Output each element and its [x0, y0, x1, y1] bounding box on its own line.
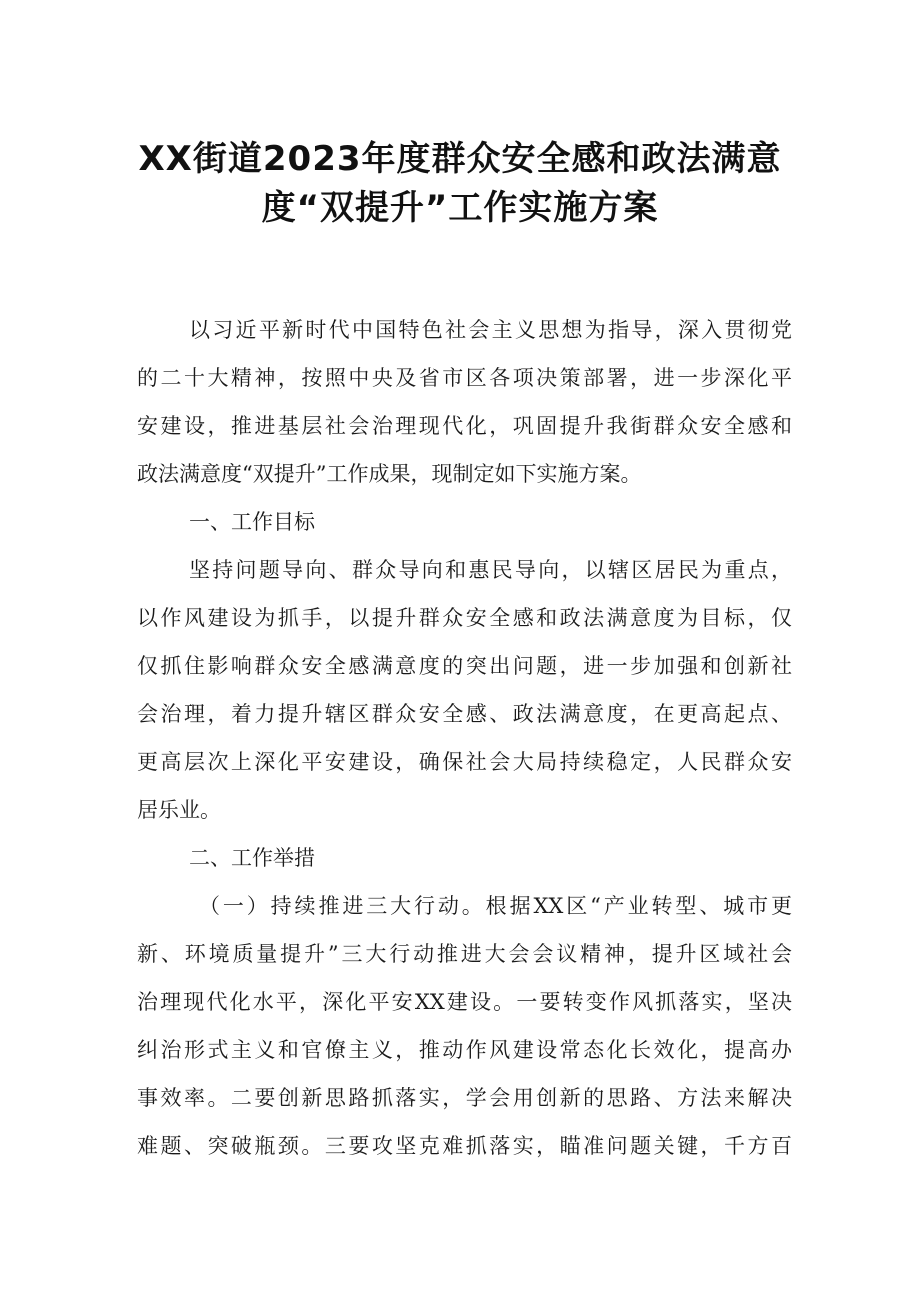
text-line: 事效率。二要创新思路抓落实，学会用创新的思路、方法来解决 — [137, 1086, 792, 1110]
document-title-line-1: XX街道2023年度群众安全感和政法满意 — [138, 139, 782, 179]
text-line: （一）持续推进三大行动。根据XX区“产业转型、城市更 — [199, 894, 792, 918]
text-line: 仅抓住影响群众安全感满意度的突出问题，进一步加强和创新社 — [137, 654, 792, 678]
text-line: 安建设，推进基层社会治理现代化，巩固提升我街群众安全感和 — [137, 414, 792, 438]
text-line: 以习近平新时代中国特色社会主义思想为指导，深入贯彻党 — [189, 318, 792, 342]
text-line: 居乐业。 — [137, 798, 221, 822]
text-line: 治理现代化水平，深化平安XX建设。一要转变作风抓落实，坚决 — [137, 990, 792, 1014]
text-line: 难题、突破瓶颈。三要攻坚克难抓落实，瞄准问题关键，千方百 — [137, 1134, 792, 1158]
document-body — [137, 306, 792, 1170]
document-title-line-2: 度“双提升”工作实施方案 — [261, 188, 659, 228]
text-line: 以作风建设为抓手，以提升群众安全感和政法满意度为目标，仅 — [137, 606, 792, 630]
text-line: 更高层次上深化平安建设，确保社会大局持续稳定，人民群众安 — [137, 750, 792, 774]
text-line: 二、工作举措 — [189, 846, 315, 870]
text-line: 一、工作目标 — [189, 510, 315, 534]
text-line: 政法满意度“双提升”工作成果，现制定如下实施方案。 — [137, 462, 642, 486]
section-heading-measures — [137, 834, 792, 882]
paragraph-intro — [137, 306, 792, 498]
paragraph-goals — [137, 546, 792, 834]
text-line: 的二十大精神，按照中央及省市区各项决策部署，进一步深化平 — [137, 366, 792, 390]
text-line: 新、环境质量提升”三大行动推进大会会议精神，提升区域社会 — [137, 942, 792, 966]
text-line: 坚持问题导向、群众导向和惠民导向，以辖区居民为重点， — [189, 558, 792, 582]
section-heading-goals — [137, 498, 792, 546]
paragraph-measures — [137, 882, 792, 1170]
text-line: 纠治形式主义和官僚主义，推动作风建设常态化长效化，提高办 — [137, 1038, 792, 1062]
text-line: 会治理，着力提升辖区群众安全感、政法满意度，在更高起点、 — [137, 702, 792, 726]
